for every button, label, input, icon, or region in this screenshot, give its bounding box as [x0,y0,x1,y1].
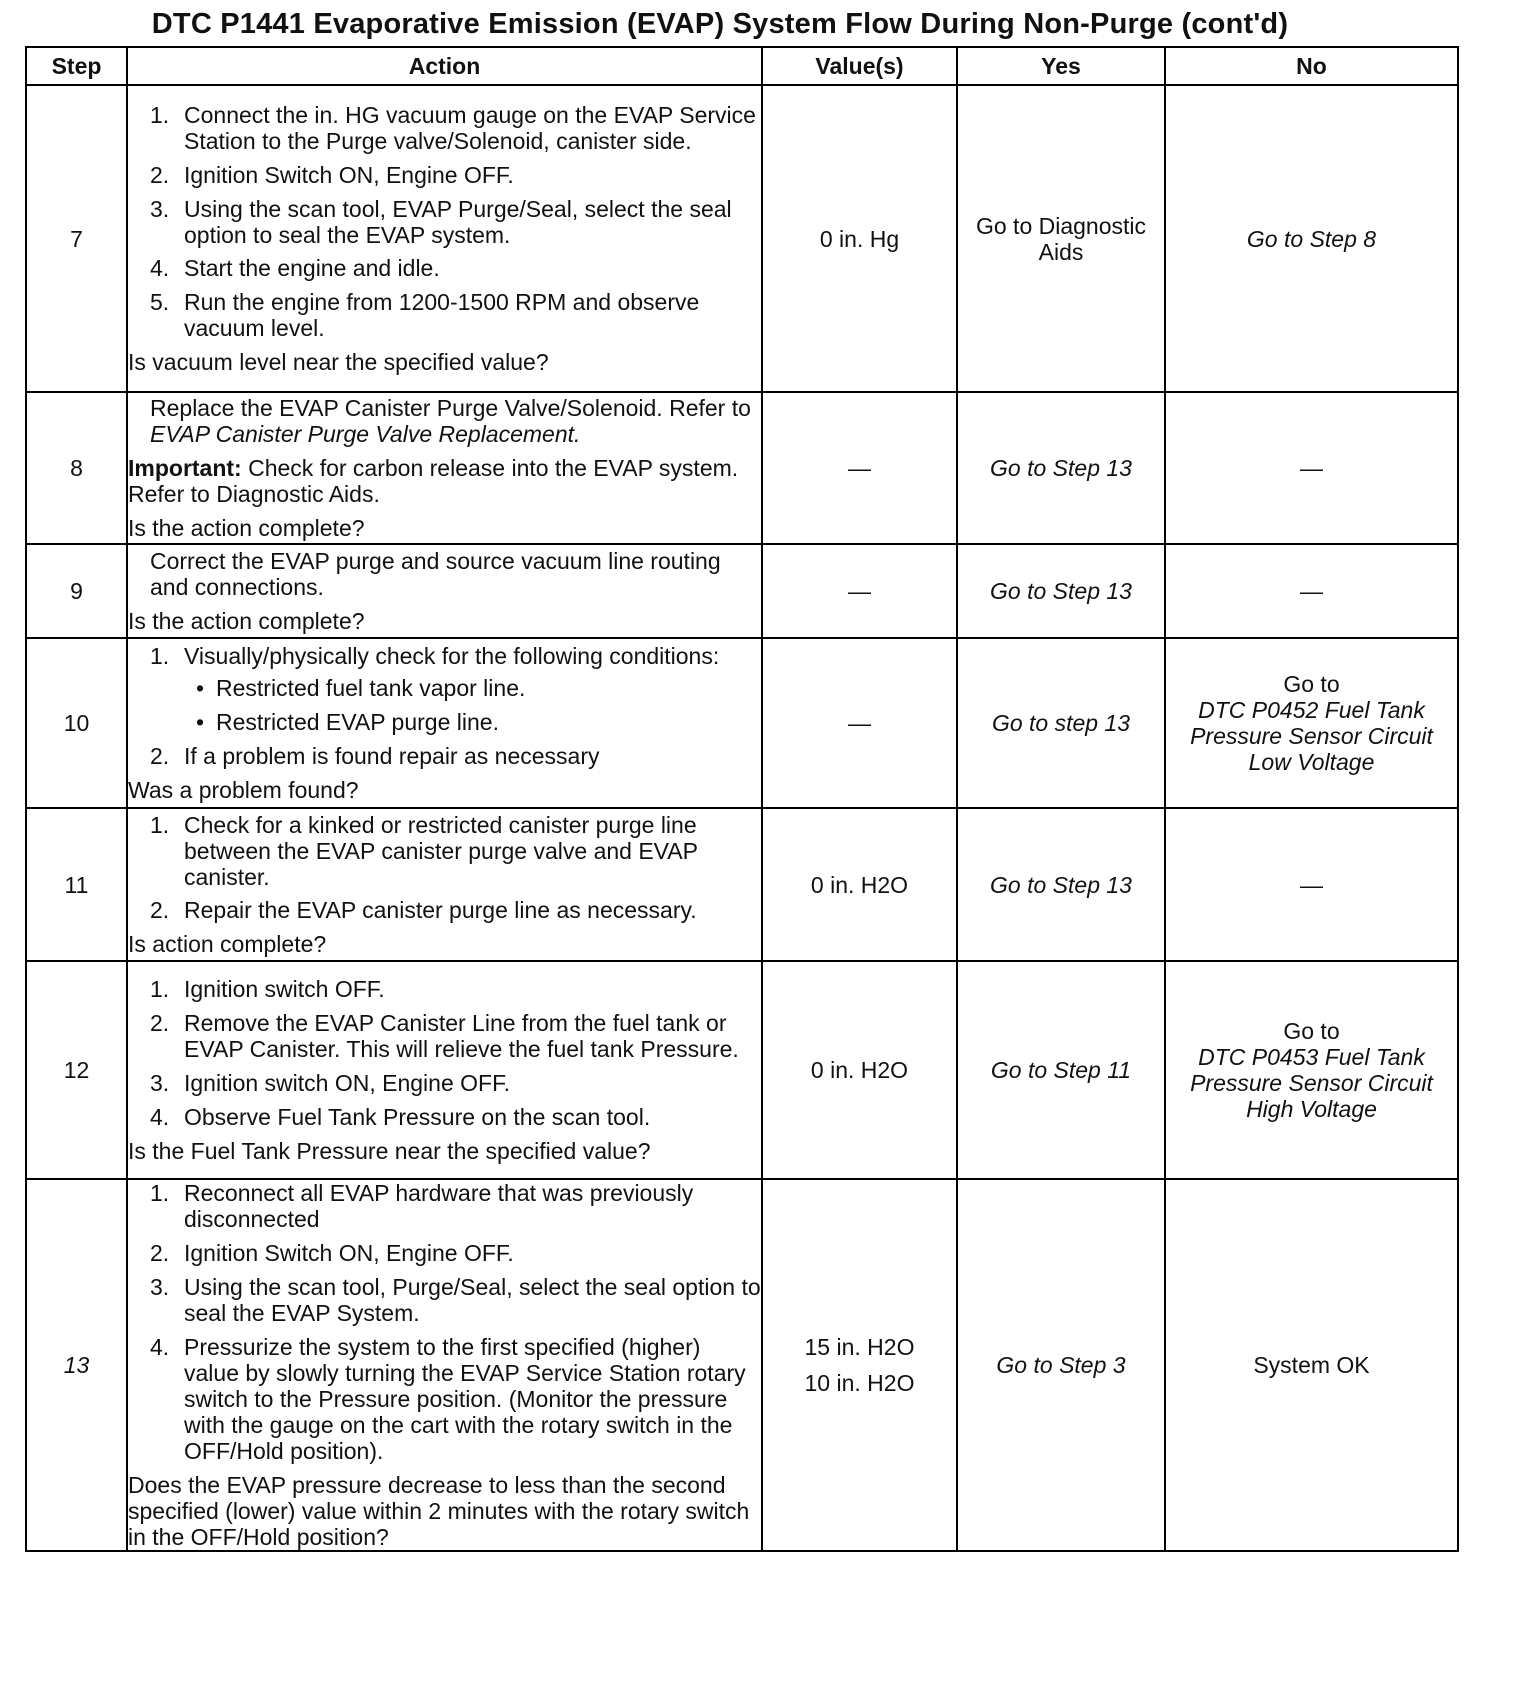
table-row [26,544,1458,638]
spec-value: — [762,544,957,638]
action-cell [127,808,762,961]
action-item: 4. Pressurize the system to the first specified (higher) value by slowly turning the EVAP Service Station rotary switch to the Pressure position. (Monitor the pressure with the gauge on the cart with the rotary switch in the OFF/Hold position). [150,1333,746,1464]
table-row [26,961,1458,1179]
table-row [26,85,1458,392]
action-item: 2. Ignition Switch ON, Engine OFF. [150,161,514,188]
spec-value: — [762,638,957,808]
no-result: — [1165,808,1458,961]
action-question: Is the Fuel Tank Pressure near the specified value? [128,1137,651,1164]
action-item: 1. Connect the in. HG vacuum gauge on the EVAP Service Station to the Purge valve/Solenoid, canister side. [150,101,756,154]
step-number: 8 [26,392,127,544]
no-result: — [1165,392,1458,544]
yes-result: Go to step 13 [957,638,1165,808]
action-question: Is the action complete? [128,514,365,541]
action-item: 4. Observe Fuel Tank Pressure on the scan tool. [150,1103,651,1130]
yes-result: Go to Diagnostic Aids [957,85,1165,392]
yes-result: Go to Step 13 [957,808,1165,961]
important-note: Important: Check for carbon release into the EVAP system. Refer to Diagnostic Aids. [128,455,739,507]
reference-link: EVAP Canister Purge Valve Replacement. [150,421,581,448]
action-item: 4. Start the engine and idle. [150,255,440,282]
spec-value-high: 15 in. H2O [804,1333,915,1360]
step-number: 10 [26,638,127,808]
action-item: 2. Remove the EVAP Canister Line from the fuel tank or EVAP Canister. This will relieve the fuel tank Pressure. [150,1010,739,1063]
step-number: 9 [26,544,127,638]
step-number: 13 [26,1179,127,1551]
action-cell [127,392,762,544]
yes-result: Go to Step 13 [957,392,1165,544]
action-item: 1. Ignition switch OFF. [150,976,385,1003]
step-number: 7 [26,85,127,392]
spec-value-low: 10 in. H2O [804,1369,915,1396]
page-title: DTC P1441 Evaporative Emission (EVAP) System Flow During Non-Purge (cont'd) [151,8,1289,40]
header-values: Value(s) [762,47,957,85]
action-cell [127,961,762,1179]
action-item: 3. Using the scan tool, Purge/Seal, select the seal option to seal the EVAP System. [150,1273,761,1326]
action-cell [127,638,762,808]
action-question: Was a problem found? [128,776,359,803]
yes-result: Go to Step 3 [957,1179,1165,1551]
action-cell [127,85,762,392]
table-row [26,638,1458,808]
action-item: 2. If a problem is found repair as necessary [150,742,600,769]
step-number: 12 [26,961,127,1179]
action-item: 5. Run the engine from 1200-1500 RPM and observe vacuum level. [150,289,700,342]
table-row [26,1179,1458,1551]
action-item: 1. Reconnect all EVAP hardware that was previously disconnected [150,1180,694,1232]
header-no: No [1165,47,1458,85]
action-question: Is action complete? [128,931,327,958]
action-item: Replace the EVAP Canister Purge Valve/Solenoid. Refer to EVAP Canister Purge Valve Replacement. [150,395,751,448]
table-row [26,392,1458,544]
bullet-item: • Restricted fuel tank vapor line. [184,675,761,701]
table-row [26,808,1458,961]
spec-value: 0 in. Hg [762,85,957,392]
action-item: 1. Visually/physically check for the following conditions: • Restricted fuel tank vapor line. • Restricted EVAP purge line. [128,643,761,735]
bullet-item: • Restricted EVAP purge line. [184,709,761,735]
no-result: Go to DTC P0453 Fuel Tank Pressure Sensor Circuit High Voltage [1165,961,1458,1179]
step-number: 11 [26,808,127,961]
yes-result: Go to Step 11 [957,961,1165,1179]
action-item: 3. Ignition switch ON, Engine OFF. [150,1070,510,1096]
header-step: Step [26,47,127,85]
yes-result: Go to Step 13 [957,544,1165,638]
table-header-row [26,47,1458,85]
action-question: Is vacuum level near the specified value? [128,349,549,376]
action-item: Correct the EVAP purge and source vacuum line routing and connections. [150,548,721,600]
dtc-reference: DTC P0452 Fuel Tank Pressure Sensor Circuit Low Voltage [1190,697,1433,775]
header-yes: Yes [957,47,1165,85]
dtc-reference: DTC P0453 Fuel Tank Pressure Sensor Circuit High Voltage [1190,1044,1433,1122]
no-result: System OK [1165,1179,1458,1551]
spec-value: — [762,392,957,544]
no-result: — [1165,544,1458,638]
action-item: 2. Ignition Switch ON, Engine OFF. [150,1239,514,1266]
diagnostic-table [25,46,1459,1552]
action-item: 1. Check for a kinked or restricted canister purge line between the EVAP canister purge valve and EVAP canister. [150,811,698,890]
action-cell [127,1179,762,1551]
action-item: 3. Using the scan tool, EVAP Purge/Seal, select the seal option to seal the EVAP system. [150,195,732,248]
action-item: 2. Repair the EVAP canister purge line as necessary. [150,897,697,924]
spec-value: 0 in. H2O [762,808,957,961]
action-question: Does the EVAP pressure decrease to less than the second specified (lower) value within 2 minutes with the rotary switch in the OFF/Hold position? [128,1471,750,1550]
spec-values [762,1179,957,1551]
no-result: Go to DTC P0452 Fuel Tank Pressure Sensor Circuit Low Voltage [1165,638,1458,808]
action-cell [127,544,762,638]
no-result: Go to Step 8 [1165,85,1458,392]
header-action: Action [127,47,762,85]
spec-value: 0 in. H2O [762,961,957,1179]
action-question: Is the action complete? [128,607,365,634]
